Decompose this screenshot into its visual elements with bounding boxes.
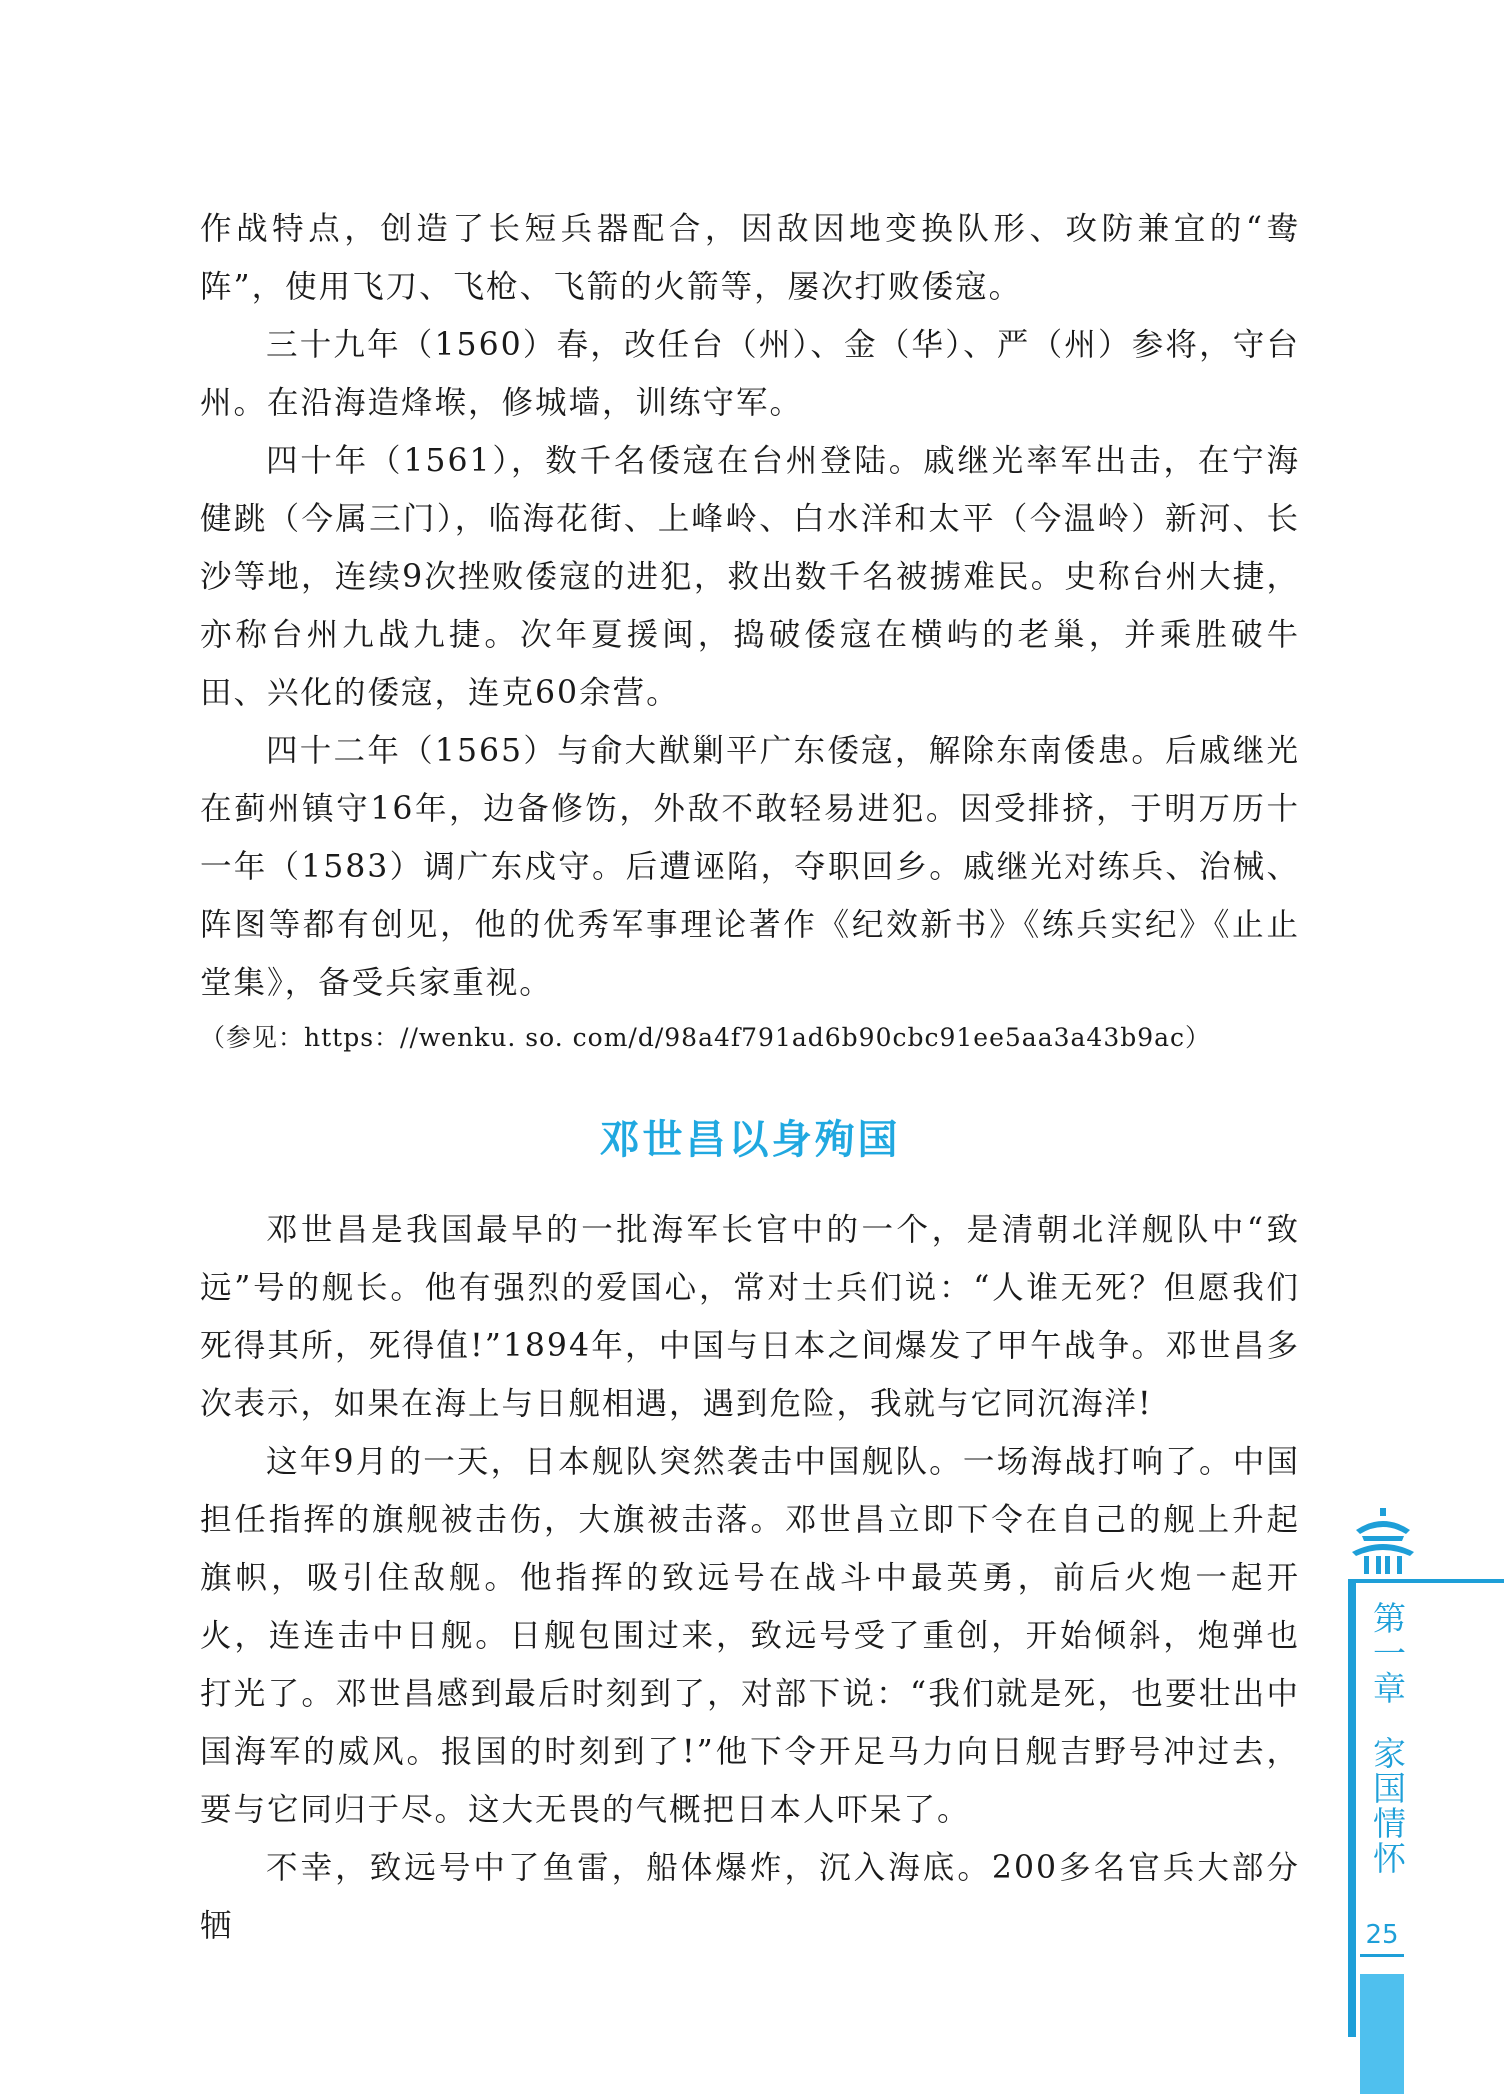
pavilion-icon [1352, 1506, 1414, 1576]
paragraph-2: 三十九年（1560）春，改任台（州）、金（华）、严（州）参将，守台州。在沿海造烽堠，修城墙，训练守军。 [200, 327, 1300, 421]
page-content [200, 200, 1300, 1955]
paragraph-6: 这年9月的一天，日本舰队突然袭击中国舰队。一场海战打响了。中国担任指挥的旗舰被击伤，大旗被击落。邓世昌立即下令在自己的舰上升起旗帜，吸引住敌舰。他指挥的致远号在战斗中最英勇，前后火炮一起开火，连连击中日舰。日舰包围过来，致远号受了重创，开始倾斜，炮弹也打光了。邓世昌感到最后时刻到了，对部下说：“我们就是死，也要壮出中国海军的威风。报国的时刻到了!”他下令开足马力向日舰吉野号冲过去，要与它同归于尽。这大无畏的气概把日本人吓呆了。 [200, 1444, 1300, 1828]
tab-vertical-bar [1348, 1583, 1356, 2037]
paragraph-7: 不幸，致远号中了鱼雷，船体爆炸，沉入海底。200多名官兵大部分牺 [200, 1850, 1300, 1944]
page-edge-block [1360, 1974, 1404, 2094]
chapter-number: 第一章 [1368, 1601, 1407, 1706]
paragraph-1: 作战特点，创造了长短兵器配合，因敌因地变换队形、攻防兼宜的“鸯阵”，使用飞刀、飞枪、飞箭的火箭等，屡次打败倭寇。 [200, 211, 1300, 305]
paragraph-5: 邓世昌是我国最早的一批海军长官中的一个，是清朝北洋舰队中“致远”号的舰长。他有强烈的爱国心，常对士兵们说：“人谁无死？但愿我们死得其所，死得值!”1894年，中国与日本之间爆发了甲午战争。邓世昌多次表示，如果在海上与日舰相遇，遇到危险，我就与它同沉海洋! [200, 1212, 1300, 1422]
tab-divider [1348, 1579, 1504, 1583]
section-title: 邓世昌以身殉国 [599, 1117, 901, 1163]
page-number-underline [1360, 1954, 1404, 1957]
chapter-name: 家国情怀 [1368, 1736, 1407, 1876]
page-number: 25 [1365, 1920, 1399, 1950]
paragraph-4: 四十二年（1565）与俞大猷剿平广东倭寇，解除东南倭患。后戚继光在蓟州镇守16年，边备修饬，外敌不敢轻易进犯。因受排挤，于明万历十一年（1583）调广东戍守。后遭诬陷，夺职回乡。戚继光对练兵、治械、阵图等都有创见，他的优秀军事理论著作《纪效新书》《练兵实纪》《止止堂集》，备受兵家重视。 [200, 733, 1300, 1001]
chapter-sidebar [1348, 1506, 1504, 2094]
paragraph-3: 四十年（1561），数千名倭寇在台州登陆。戚继光率军出击，在宁海健跳（今属三门），临海花街、上峰岭、白水洋和太平（今温岭）新河、长沙等地，连续9次挫败倭寇的进犯，救出数千名被掳难民。史称台州大捷，亦称台州九战九捷。次年夏援闽，捣破倭寇在横屿的老巢，并乘胜破牛田、兴化的倭寇，连克60余营。 [200, 443, 1300, 711]
reference-link[interactable]: （参见：https：//wenku. so. com/d/98a4f791ad6b90cbc91ee5aa3a43b9ac） [200, 1023, 1212, 1052]
